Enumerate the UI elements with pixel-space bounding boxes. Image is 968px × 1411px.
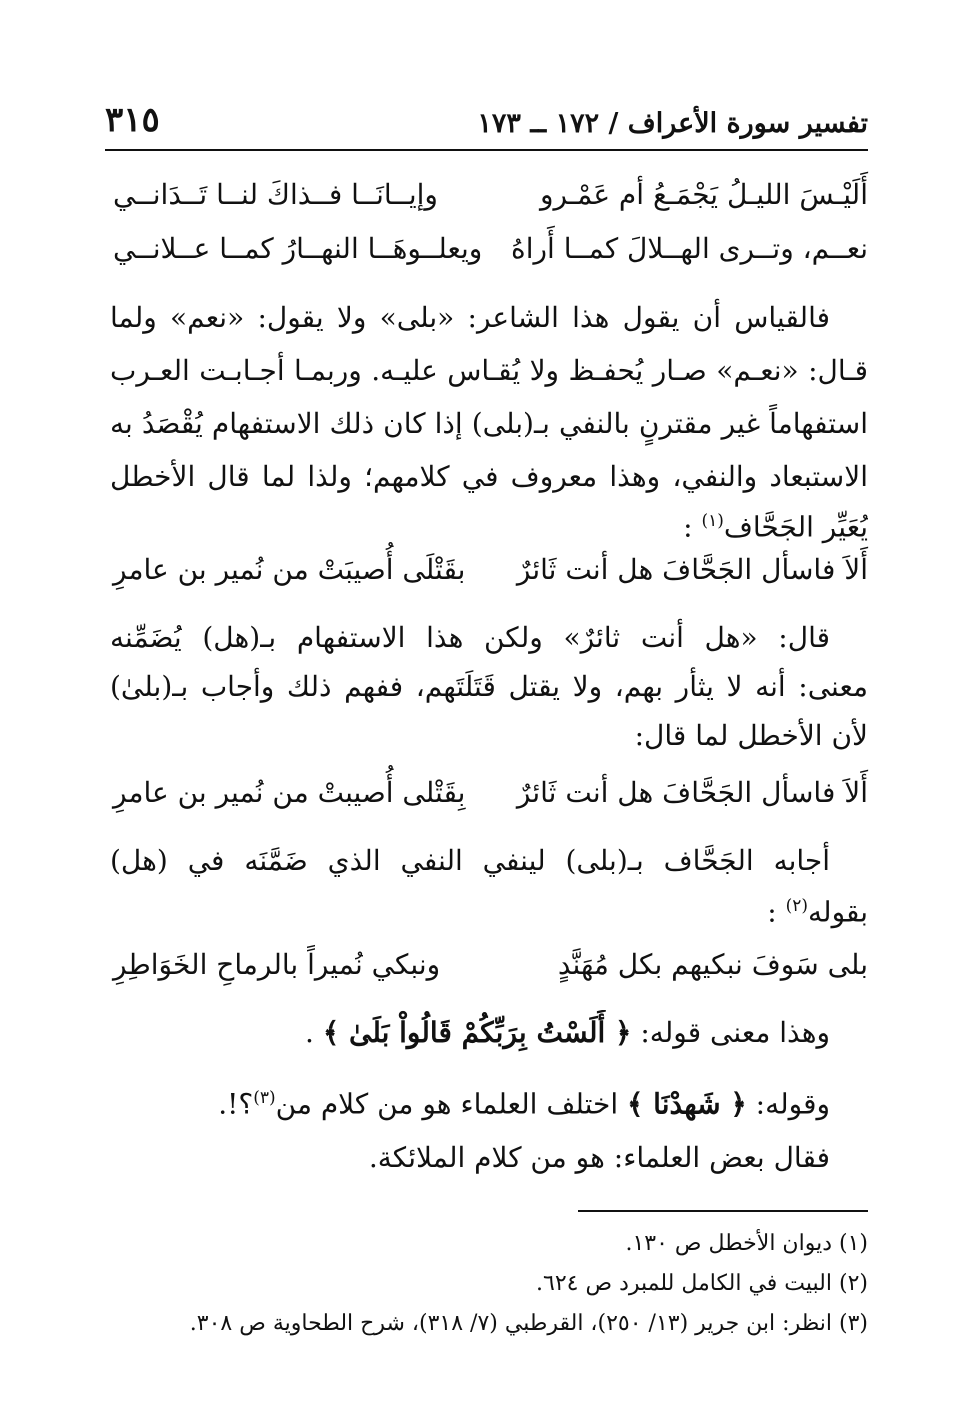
footnote-ref: (٢) [785, 896, 809, 916]
text-fragment: بقوله [808, 895, 868, 929]
quran-quote: ﴿ شَهِدْنَا ﴾ [627, 1087, 747, 1121]
footnote: (٣) انظر: ابن جرير (١٣/ ٢٥٠)، القرطبي (٧/ ٣١٨)، شرح الطحاوية ص ٣٠٨. [189, 1311, 868, 1336]
footnote-ref: (٣) [253, 1088, 276, 1108]
verse-hemistich-first: أَلاَ فاسأل الجَحَّافَ هل أنت ثَائرٌ [516, 776, 868, 809]
verse-line [113, 948, 868, 994]
text-line: لأن الأخطل لما قال: [634, 719, 868, 752]
text-fragment: يُعَيِّر الجَحَّاف [723, 510, 868, 544]
verse-hemistich-second: ويعلــوهَــا النهــارُ كمــا عــلانــي [113, 232, 483, 265]
header-rule [105, 149, 868, 151]
text-line: قال: «هل أنت ثائرٌ» ولكن هذا الاستفهام بـ(هل) يُضَمِّنه [110, 621, 830, 654]
text-fragment: : [767, 895, 777, 929]
footnote-rule [578, 1210, 868, 1212]
running-header [105, 100, 868, 146]
verse-hemistich-second: ونبكي نُميراً بالرماحِ الخَوَاطِرِ [113, 948, 441, 981]
text-line [110, 1075, 830, 1121]
text-line: فالقياس أن يقول هذا الشاعر: «بلى» ولا يقول: «نعم» ولما [110, 301, 830, 334]
text-line: قـال: «نعـم» صـار يُحفـظ ولا يُقـاس عليـه. وربمـا أجـابـت العـرب [110, 354, 868, 387]
text-line: استفهاماً غير مقترنٍ بالنفي بـ(بلى) إذا كان ذلك الاستفهام يُقْصَدُ به [110, 407, 868, 440]
verse-hemistich-first: أَلَيْـسَ الليـلُ يَجْمَـعُ أم عَمْـرو [539, 178, 868, 211]
text-line: أجابه الجَحَّاف بـ(بلى) لينفي النفي الذي ضَمَّنَه في (هل) [110, 844, 830, 877]
text-line [110, 1010, 830, 1056]
header-title: تفسير سورة الأعراف / ١٧٢ ــ ١٧٣ [477, 108, 868, 139]
verse-hemistich-second: وإيــانَــا فــذاكَ لنــا تَــدَانــي [113, 178, 438, 211]
footnote-ref: (١) [701, 511, 724, 531]
text-fragment: اختلف العلماء هو من كلام من [275, 1087, 619, 1121]
footnote: (١) ديوان الأخطل ص ١٣٠. [625, 1231, 868, 1256]
verse-hemistich-first: بلى سَوفَ نبكيهم بكل مُهَنَّدٍ [557, 948, 868, 981]
text-line [110, 883, 868, 929]
footnote: (٢) البيت في الكامل للمبرد ص ٦٢٤. [536, 1271, 868, 1296]
text-line: فقال بعض العلماء: هو من كلام الملائكة. [368, 1141, 830, 1174]
verse-hemistich-first: نعــم، وتــرى الهــلالَ كمــا أَراهُ [511, 232, 868, 265]
verse-line [113, 776, 868, 822]
page-number: ٣١٥ [105, 100, 160, 140]
verse-hemistich-first: أَلاَ فاسأل الجَحَّافَ هل أنت ثَائرٌ [516, 553, 868, 586]
verse-line [113, 553, 868, 599]
text-fragment: وهذا معنى قوله: [640, 1016, 830, 1049]
text-line: الاستبعاد والنفي، وهذا معروف في كلامهم؛ ولذا لما قال الأخطل [110, 460, 868, 493]
text-line: معنى: أنه لا يثأر بهم، ولا يقتل قَتَلَتَهم، ففهم ذلك وأجاب بـ(بلىٰ) [110, 670, 868, 703]
text-fragment: . [305, 1016, 314, 1049]
verse-line [113, 232, 868, 278]
verse-hemistich-second: بقَتْلَى أُصيبَتْ من نُمير بن عامرِ [113, 553, 466, 586]
text-line [110, 498, 868, 544]
verse-line [113, 178, 868, 224]
text-fragment: : [683, 510, 693, 544]
text-fragment: وقوله: [755, 1087, 830, 1121]
verse-hemistich-second: بِقَتْلى أُصيبتْ من نُمير بن عامرِ [113, 776, 466, 809]
quran-quote: ﴿ أَلَسْتُ بِرَبِّكُمْ قَالُواْ بَلَىٰ ﴾ [322, 1016, 632, 1049]
text-fragment: ؟!. [218, 1087, 254, 1121]
